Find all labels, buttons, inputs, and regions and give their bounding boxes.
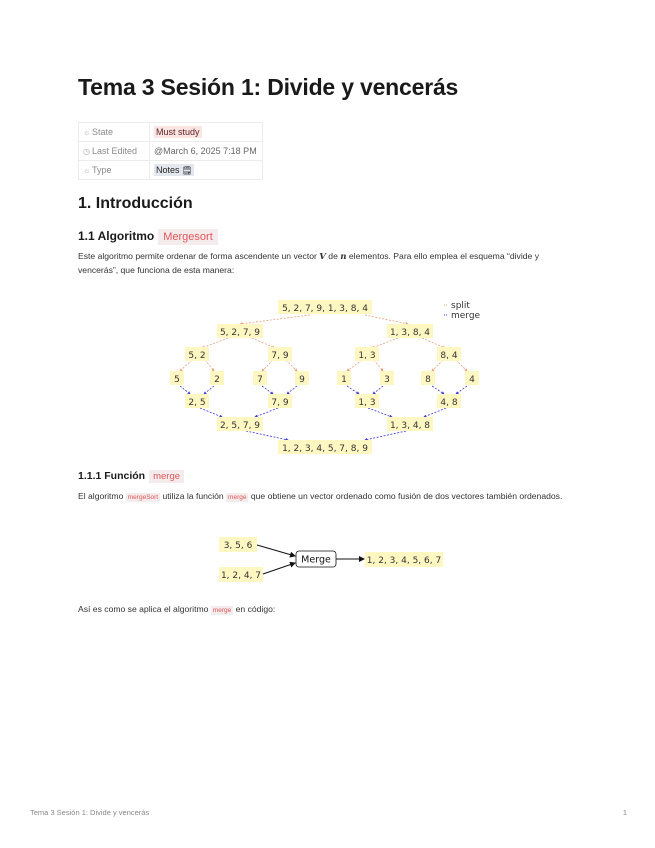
svg-text:3: 3 (384, 375, 390, 385)
svg-text:2: 2 (214, 375, 220, 385)
math-var-v: V (319, 252, 326, 262)
svg-text:2, 5, 7, 9: 2, 5, 7, 9 (219, 421, 261, 431)
property-row-state[interactable] (79, 123, 263, 142)
merge-input-a (219, 537, 257, 552)
svg-text:2, 5: 2, 5 (188, 398, 206, 408)
last-edited-value: @March 6, 2025 7:18 PM (154, 146, 257, 156)
svg-text:1, 3: 1, 3 (358, 351, 376, 361)
svg-text:Merge: Merge (301, 554, 331, 566)
section-heading-introduccion: 1. Introducción (78, 195, 193, 212)
svg-text:5, 2: 5, 2 (188, 351, 206, 361)
merge-output (365, 552, 443, 567)
merge-node-right (387, 417, 433, 431)
diagram-legend (444, 301, 481, 321)
inline-code-merge: merge (149, 470, 184, 483)
svg-text:1, 2, 3, 4, 5, 6, 7: 1, 2, 3, 4, 5, 6, 7 (366, 556, 442, 566)
split-node-left (217, 324, 263, 338)
merge-node-lr (268, 394, 292, 408)
page-title: Tema 3 Sesión 1: Divide y vencerás (78, 74, 459, 100)
svg-text:1, 3: 1, 3 (358, 398, 376, 408)
state-badge: Must study (156, 127, 200, 137)
property-row-last-edited[interactable] (79, 142, 263, 161)
svg-text:7: 7 (257, 375, 263, 385)
svg-text:5, 2, 7, 9, 1, 3, 8, 4: 5, 2, 7, 9, 1, 3, 8, 4 (282, 304, 368, 314)
svg-text:4, 8: 4, 8 (440, 398, 458, 408)
subsection-heading-algoritmo: 1.1 Algoritmo Mergesort (78, 229, 218, 243)
math-var-n: n (340, 252, 347, 262)
merge-diagram (214, 532, 446, 586)
svg-text:8, 4: 8, 4 (440, 351, 458, 361)
inline-code-mergesort: Mergesort (158, 229, 218, 245)
merge-box (296, 551, 336, 567)
inline-code-mergesort: mergeSort (127, 494, 159, 501)
svg-text:1: 1 (341, 375, 347, 385)
property-key: State (92, 127, 114, 137)
leaf-node (295, 371, 309, 385)
legend-merge: merge (451, 311, 481, 321)
svg-text:1, 3, 8, 4: 1, 3, 8, 4 (389, 328, 431, 338)
inline-code-merge: merge (212, 607, 232, 614)
svg-text:1, 3, 4, 8: 1, 3, 4, 8 (389, 421, 431, 431)
split-node-right (387, 324, 433, 338)
svg-text:1, 2, 3, 4, 5, 7, 8, 9: 1, 2, 3, 4, 5, 7, 8, 9 (282, 444, 368, 454)
svg-text:1, 2, 4, 7: 1, 2, 4, 7 (220, 571, 262, 581)
type-badge: Notes 🗒 (156, 165, 193, 175)
sun-icon: ☼ (83, 128, 91, 137)
merge-input-b (219, 567, 263, 582)
sun-icon: ☼ (83, 166, 91, 175)
leaf-node (253, 371, 267, 385)
svg-text:3, 5, 6: 3, 5, 6 (223, 541, 253, 551)
merge-node-left (217, 417, 263, 431)
split-node-rr (437, 347, 461, 361)
split-node-rl (355, 347, 379, 361)
svg-text:4: 4 (469, 375, 475, 385)
properties-table (78, 122, 263, 180)
property-key: Type (92, 165, 112, 175)
leaf-node (380, 371, 394, 385)
merge-node-root (278, 440, 372, 454)
svg-text:5, 2, 7, 9: 5, 2, 7, 9 (219, 328, 261, 338)
svg-text:5: 5 (174, 375, 180, 385)
leaf-node (170, 371, 184, 385)
inline-code-merge: merge (228, 494, 247, 501)
merge-node-rr (437, 394, 461, 408)
mergesort-tree-diagram (160, 296, 500, 458)
svg-text:9: 9 (299, 375, 305, 385)
split-node-ll (185, 347, 209, 361)
leaf-node (337, 371, 351, 385)
split-node-root (278, 300, 372, 314)
footer-page-number: 1 (622, 808, 627, 817)
notes-icon: 🗒 (182, 166, 193, 175)
subsection-heading-funcion-merge: 1.1.1 Función merge (78, 470, 184, 482)
intro-paragraph: Este algoritmo permite ordenar de forma ascendente un vector V de n elementos. Para ello emplea el esquema “divide y vencerás”, que funciona de esta manera: (78, 251, 540, 275)
merge-paragraph: El algoritmo mergeSort utiliza la función merge que obtiene un vector ordenado como fusión de dos vectores también ordenados. (78, 491, 563, 501)
split-node-lr (268, 347, 292, 361)
leaf-node (421, 371, 435, 385)
footer-title: Tema 3 Sesión 1: Divide y vencerás (30, 808, 150, 817)
merge-node-ll (185, 394, 209, 408)
svg-text:7, 9: 7, 9 (271, 398, 289, 408)
merge-node-rl (355, 394, 379, 408)
svg-text:8: 8 (425, 375, 431, 385)
leaf-node (465, 371, 479, 385)
property-key: Last Edited (92, 146, 138, 156)
closing-paragraph: Así es como se aplica el algoritmo merge en código: (78, 604, 276, 614)
leaf-node (210, 371, 224, 385)
clock-icon: ◷ (83, 147, 90, 156)
svg-text:7, 9: 7, 9 (271, 351, 289, 361)
legend-split: split (451, 301, 470, 311)
property-row-type[interactable] (79, 161, 263, 180)
